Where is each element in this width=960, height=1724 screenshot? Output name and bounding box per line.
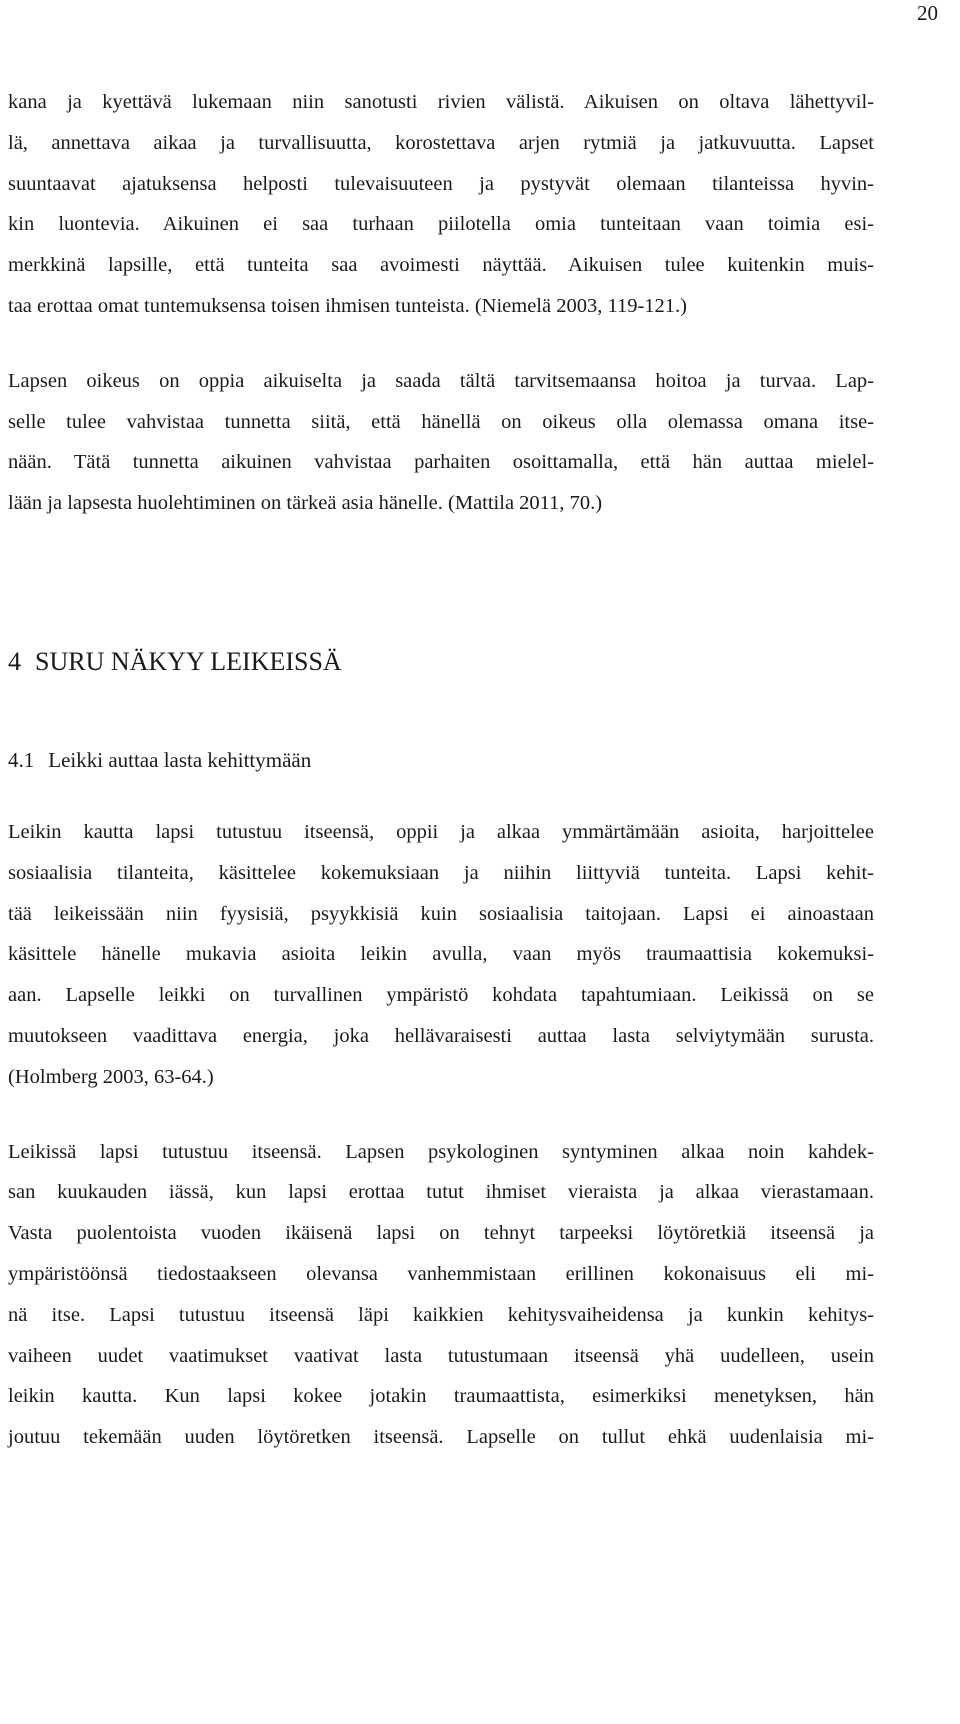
chapter-title: SURU NÄKYY LEIKEISSÄ [35,646,342,676]
document-body [8,82,874,1458]
paragraph-line: merkkinä lapsille, että tunteita saa avoimesti näyttää. Aikuisen tulee kuitenkin muis- [8,254,874,277]
chapter-number: 4 [8,646,21,676]
paragraph-4 [8,1132,874,1458]
paragraph-line: (Holmberg 2003, 63-64.) [8,1065,214,1088]
paragraph-line: Vasta puolentoista vuoden ikäisenä lapsi on tehnyt tarpeeksi löytöretkiä itseensä ja [8,1222,874,1245]
paragraph-line: suuntaavat ajatuksensa helposti tulevaisuuteen ja pystyvät olemaan tilanteissa hyvin- [8,172,874,195]
paragraph-line: nään. Tätä tunnetta aikuinen vahvistaa parhaiten osoittamalla, että hän auttaa mielel- [8,451,874,474]
paragraph-line: leikin kautta. Kun lapsi kokee jotakin traumaattista, esimerkiksi menetyksen, hän [8,1385,874,1408]
paragraph-line: ympäristöönsä tiedostaakseen olevansa vanhemmistaan erillinen kokonaisuus eli mi- [8,1262,874,1285]
section-number: 4.1 [8,747,35,772]
paragraph-line: Lapsen oikeus on oppia aikuiselta ja saada tältä tarvitsemaansa hoitoa ja turvaa. Lap- [8,369,874,392]
paragraph-line: sosiaalisia tilanteita, käsittelee kokemuksiaan ja niihin liittyviä tunteita. Lapsi kehit- [8,861,874,884]
paragraph-line: muutokseen vaadittava energia, joka hellävaraisesti auttaa lasta selviytymään surusta. [8,1024,874,1047]
paragraph-2 [8,361,874,524]
paragraph-line: lä, annettava aikaa ja turvallisuutta, korostettava arjen rytmiä ja jatkuvuutta. Lapset [8,131,874,154]
chapter-heading [8,646,874,678]
paragraph-1 [8,82,874,327]
page-number: 20 [917,1,938,25]
paragraph-line: vaiheen uudet vaatimukset vaativat lasta tutustumaan itseensä yhä uudelleen, usein [8,1344,874,1367]
paragraph-line: selle tulee vahvistaa tunnetta siitä, että hänellä on oikeus olla olemassa omana itse- [8,410,874,433]
paragraph-line: aan. Lapselle leikki on turvallinen ympäristö kohdata tapahtumiaan. Leikissä on se [8,984,874,1007]
paragraph-line: kana ja kyettävä lukemaan niin sanotusti rivien välistä. Aikuisen on oltava lähettyvil- [8,91,874,113]
paragraph-3 [8,812,874,1098]
paragraph-line: Leikin kautta lapsi tutustuu itseensä, oppii ja alkaa ymmärtämään asioita, harjoittelee [8,820,874,843]
paragraph-line: lään ja lapsesta huolehtiminen on tärkeä asia hänelle. (Mattila 2011, 70.) [8,492,603,515]
paragraph-line: käsittele hänelle mukavia asioita leikin avulla, vaan myös traumaattisia kokemuksi- [8,943,874,966]
section-heading [8,746,874,774]
paragraph-line: taa erottaa omat tuntemuksensa toisen ihmisen tunteista. (Niemelä 2003, 119-121.) [8,294,687,317]
paragraph-line: joutuu tekemään uuden löytöretken itseensä. Lapselle on tullut ehkä uudenlaisia mi- [8,1426,874,1449]
section-title: Leikki auttaa lasta kehittymään [48,747,312,772]
paragraph-line: kin luontevia. Aikuinen ei saa turhaan piilotella omia tunteitaan vaan toimia esi- [8,213,874,236]
paragraph-line: Leikissä lapsi tutustuu itseensä. Lapsen psykologinen syntyminen alkaa noin kahdek- [8,1140,874,1163]
paragraph-line: san kuukauden iässä, kun lapsi erottaa tutut ihmiset vieraista ja alkaa vierastamaan. [8,1181,874,1204]
paragraph-line: nä itse. Lapsi tutustuu itseensä läpi kaikkien kehitysvaiheidensa ja kunkin kehitys- [8,1303,874,1326]
paragraph-line: tää leikeissään niin fyysisiä, psyykkisiä kuin sosiaalisia taitojaan. Lapsi ei ainoastaan [8,902,874,925]
